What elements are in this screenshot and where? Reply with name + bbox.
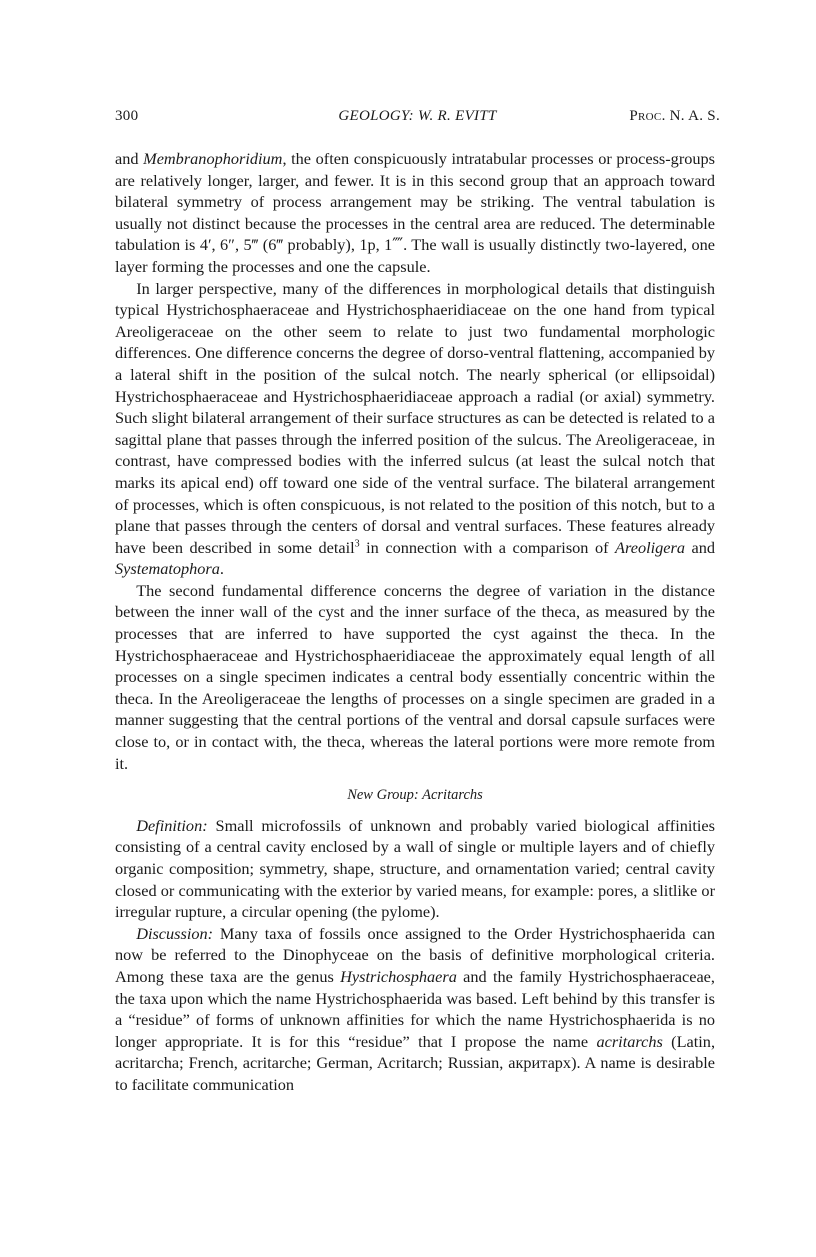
section-heading: New Group: Acritarchs xyxy=(347,787,483,804)
genus-name: Hystrichosphaera xyxy=(340,966,457,986)
text-run: Many taxa of fossils once assigned to the Order Hystrichosphaerida can now be referred to the Dinophyceae on the basis of definitive morphological criteria. Among these taxa are the genus xyxy=(115,923,715,986)
running-title: GEOLOGY: W. R. EVITT xyxy=(338,108,497,124)
text-run: and the family Hystrichosphaeraceae, the taxa upon which the name Hystrichosphaerida was based. Left behind by this transfer is a “residue” of forms of unknown affinities for which the name Hystrichosphaerida is no longer appropriate. It is for this “residue” that I propose the name xyxy=(115,966,715,1051)
genus-name: Areoligera xyxy=(615,537,685,557)
text-run: In larger perspective, many of the differences in morphological details that distinguish typical Hystrichosphaeraceae and Hystrichosphaeridiaceae on the one hand from typical Areoligeraceae on the other seem to relate to just two fundamental morphologic differences. One difference concerns the degree of dorso-ventral flattening, accompanied by a lateral shift in the position of the sulcal notch. The nearly spherical (or ellipsoidal) Hystrichosphaeraceae and Hystrichosphaeridiaceae approach a radial (or axial) symmetry. Such slight bilateral arrangement of their surface structures as can be detected is related to a sagittal plane that passes through the inferred position of the sulcus. The Areoligeraceae, in contrast, have compressed bodies with the inferred sulcus (at least the sulcal notch that marks its apical end) off toward one side of the ventral surface. The bilateral arrangement of processes, which is often conspicuous, is not related to the position of this notch, but to a plane that passes through the centers of dorsal and ventral surfaces. These features already have been described in some detail xyxy=(115,278,715,557)
page-header xyxy=(115,108,720,128)
article-body xyxy=(115,148,715,1096)
text-run: , the often conspicuously intratabular processes or process-groups are relatively longer, larger, and fewer. It is in this second group that an approach toward bilateral symmetry of process arrangement may be striking. The ventral tabulation is usually not distinct because the processes in the central area are reduced. The determinable tabulation is 4′, 6″, 5‴ (6‴ probably), 1p, 1⁗. The wall is usually distinctly two-layered, one layer forming the processes and one the capsule. xyxy=(115,149,715,276)
footnote-ref: 3 xyxy=(354,538,360,550)
paragraph-continued xyxy=(115,148,715,278)
text-run: Small microfossils of unknown and probably varied biological affinities consisting of a central cavity enclosed by a wall of single or multiple layers and of chiefly organic composition; symmetry, shape, structure, and ornamentation varied; central cavity closed or communicating with the exterior by varied means, for example: pores, a slitlike or irregular rupture, a circular opening (the pylome). xyxy=(115,815,715,922)
text-run: . xyxy=(219,559,224,579)
paragraph-perspective xyxy=(115,278,715,580)
text-run: in connection with a comparison of xyxy=(359,537,616,557)
paragraph-definition xyxy=(115,815,715,923)
page-number: 300 xyxy=(115,108,139,124)
paragraph-discussion xyxy=(115,923,715,1096)
run-in-label: Definition: xyxy=(136,815,208,835)
text-run: and xyxy=(684,537,716,557)
term: acritarchs xyxy=(596,1031,663,1051)
journal-abbreviation: Proc. N. A. S. xyxy=(629,108,720,124)
text-run: (Latin, acritarcha; French, acritarche; German, Acritarch; Russian, акритарх). A name is desirable to facilitate communication xyxy=(115,1031,716,1094)
run-in-label: Discussion: xyxy=(136,923,214,943)
genus-name: Membranophoridium xyxy=(143,149,283,168)
text-run: and xyxy=(115,149,144,168)
paragraph-second-difference: The second fundamental difference concerns the degree of variation in the distance between the inner wall of the cyst and the inner surface of the theca, as measured by the processes that are inferred to have supported the cyst against the theca. In the Hystrichosphaeraceae and Hystrichosphaeridiaceae the approximately equal length of all processes on a single specimen indicates a central body essentially concentric within the theca. In the Areoligeraceae the lengths of processes on a single specimen are graded in a manner suggesting that the central portions of the ventral and dorsal capsule surfaces were close to, or in contact with, the theca, whereas the lateral portions were more remote from it. xyxy=(115,580,715,773)
genus-name: Systematophora xyxy=(115,559,220,579)
